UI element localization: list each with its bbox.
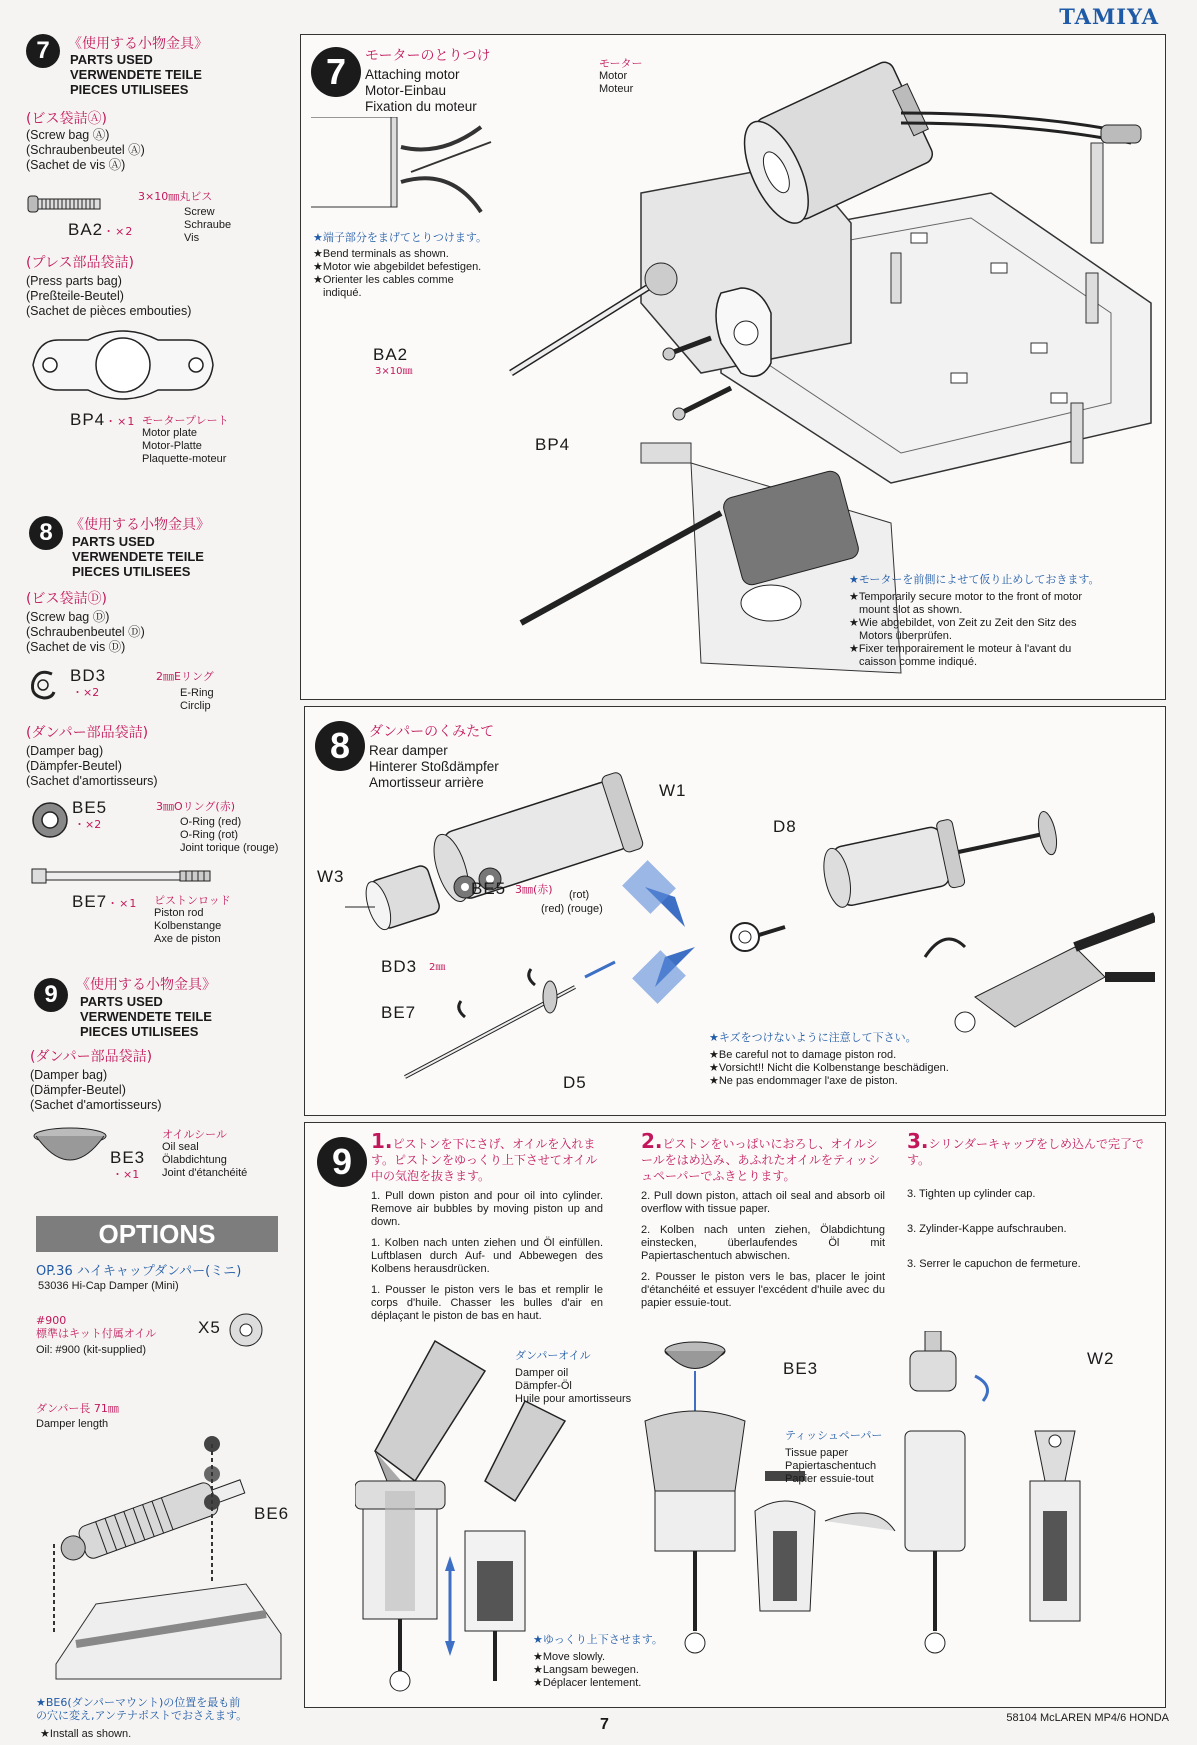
part-code-be7: BE7・×1 — [72, 892, 138, 911]
parts-used-label: PARTS USED VERWENDETE TEILE PIECES UTILISEES — [70, 52, 202, 97]
bend-terminals-jp: ★端子部分をまげてとりつけます。 — [313, 231, 487, 244]
e-ring-icon — [28, 668, 58, 702]
w1-callout: W1 — [659, 781, 687, 800]
bd3-callout: BD3 — [381, 957, 418, 976]
move-slowly-jp: ★ゆっくり上下させます。 — [533, 1633, 663, 1646]
be3-names: オイルシール Oil seal Ölabdichtung Joint d'étanchéité — [162, 1128, 248, 1179]
motor-front-note-jp: ★モーターを前側によせて仮り止めしておきます。 — [849, 573, 1100, 586]
damper-oil-labels: Damper oil Dämpfer-Öl Huile pour amortisseurs — [515, 1367, 632, 1405]
step-9-col-3: 3.シリンダーキャップをしめ込んで完了です。 3. Tighten up cylinder cap. 3. Zylinder-Kappe aufschrauben. 3. Serrer le capuchon de fermeture. — [907, 1129, 1145, 1270]
parts-used-jp-9: 《使用する小物金具》 — [76, 977, 216, 993]
be7-callout: BE7 — [381, 1003, 417, 1022]
motor-front-notes: ★Temporarily secure motor to the front of motor mount slot as shown. ★Wie abgebildet, von Zeit zu Zeit den Sitz des Motors überprüfen. ★Fixer temporairement le moteur à l'avant du caisson comme indiqué. — [849, 591, 1083, 668]
ba2-jp: 3×10㎜丸ビス — [138, 190, 213, 203]
ba2-size-callout: 3×10㎜ — [375, 366, 413, 377]
oil-fill-illustration — [355, 1331, 1155, 1701]
step-9-col-2: 2.ピストンをいっぱいにおろし、オイルシールをはめ込み、あふれたオイルをティッシュペーパーでふきとります。 2. Pull down piston, attach oil seal and absorb oil overflow with tissue paper. 2. Kolben nach unten ziehen, Ölabdichtung einstecken, überlaufendes Öl mit Papiertaschentuch abwischen. 2. Pousser le piston vers le bas, placer le joint d'étanchéité et essuyer l'excédent d'huile avec du papier essuie-tout. — [641, 1129, 885, 1309]
parts-step-7-badge: 7 — [26, 34, 60, 68]
step-7-panel — [300, 34, 1166, 700]
damper-bag-labels-9: (Damper bag) (Dämpfer-Beutel) (Sachet d'amortisseurs) — [30, 1068, 162, 1112]
options-header: OPTIONS — [36, 1216, 278, 1252]
step-7-badge: 7 — [311, 47, 361, 97]
be7-names: ピストンロッド Piston rod Kolbenstange Axe de piston — [154, 894, 231, 945]
damper-bag-jp-8: (ダンパー部品袋詰) — [26, 725, 149, 741]
bd3-names: E-Ring Circlip — [180, 687, 214, 712]
damper-oil-jp: ダンパーオイル — [515, 1349, 591, 1362]
bend-terminals-notes: ★Bend terminals as shown. ★Motor wie abgebildet befestigen. ★Orienter les cables comme indiqué. — [313, 248, 482, 299]
tissue-labels: Tissue paper Papiertaschentuch Papier essuie-tout — [785, 1447, 877, 1485]
oil-900: #900 標準はキット付属オイル — [36, 1314, 157, 1340]
damper-bag-jp-9: (ダンパー部品袋詰) — [30, 1049, 153, 1065]
press-bag-labels: (Press parts bag) (Preßteile-Beutel) (Sachet de pièces embouties) — [26, 274, 192, 318]
part-code-be3: BE3 — [110, 1148, 146, 1167]
be5-callout: BE5 — [471, 879, 507, 898]
o-ring-icon — [30, 800, 70, 840]
parts-step-9-badge: 9 — [34, 978, 68, 1012]
be6-note-en: ★Install as shown. — [40, 1728, 132, 1740]
step-7-title-jp: モーターのとりつけ — [365, 48, 491, 64]
press-bag-jp: (プレス部品袋詰) — [26, 255, 134, 271]
move-slowly-notes: ★Move slowly. ★Langsam bewegen. ★Déplacer lentement. — [533, 1651, 642, 1689]
screw-bag-a-labels: (Screw bag Ⓐ) (Schraubenbeutel Ⓐ) (Sachet de vis Ⓐ) — [26, 128, 145, 172]
be3-callout: BE3 — [783, 1359, 819, 1378]
bp4-callout: BP4 — [535, 435, 571, 454]
part-code-be5: BE5 — [72, 798, 108, 817]
parts-step-8-badge: 8 — [29, 516, 63, 550]
screw-ba2-icon — [26, 190, 106, 220]
left-column — [26, 30, 296, 1740]
screw-bag-d-jp: (ビス袋詰Ⓓ) — [26, 591, 107, 607]
footer-model: 58104 McLAREN MP4/6 HONDA — [1006, 1712, 1169, 1724]
be5-jp-callout: 3㎜(赤) — [515, 883, 553, 896]
oil-900-en: Oil: #900 (kit-supplied) — [36, 1344, 147, 1356]
be3-qty: ・×1 — [112, 1168, 140, 1181]
bd3-jp: 2㎜Eリング — [156, 670, 214, 683]
ba2-callout: BA2 — [373, 345, 409, 364]
be5-names: O-Ring (red) O-Ring (rot) Joint torique (rouge) — [180, 816, 279, 854]
piston-rod-note-jp: ★キズをつけないように注意して下さい。 — [709, 1031, 917, 1044]
be5-jp: 3㎜Oリング(赤) — [156, 800, 236, 813]
step-9-col-1: 1.ピストンを下にさげ、オイルを入れます。ピストンをゆっくり上下させてオイル中の気泡を抜きます。 1. Pull down piston and pour oil into cylinder. Remove air bubbles by moving piston up and down. 1. Kolben nach unten ziehen und Öl einfüllen. Luftblasen durch Auf- und Abbewegen des Kolbens herausdrücken. 1. Pousser le piston vers le bas et remplir le corps d'huile. Chasser les bulles d'air en déplaçant le piston de bas en haut. — [371, 1129, 603, 1322]
step-9-badge: 9 — [317, 1137, 367, 1187]
step-8-title-jp: ダンパーのくみたて — [369, 724, 495, 740]
piston-rod-icon — [30, 866, 212, 888]
option-op36-en: 53036 Hi-Cap Damper (Mini) — [38, 1280, 179, 1292]
screw-bag-d-labels: (Screw bag Ⓓ) (Schraubenbeutel Ⓓ) (Sachet de vis Ⓓ) — [26, 610, 145, 654]
piston-rod-notes: ★Be careful not to damage piston rod. ★Vorsicht!! Nicht die Kolbenstange beschädigen. ★Ne pas endommager l'axe de piston. — [709, 1049, 949, 1087]
parts-used-label-9: PARTS USED VERWENDETE TEILE PIECES UTILISEES — [80, 994, 212, 1039]
step-8-panel — [304, 706, 1166, 1116]
step-7-titles: Attaching motor Motor-Einbau Fixation du moteur — [365, 67, 477, 114]
parts-used-jp: 《使用する小物金具》 — [68, 36, 208, 52]
part-code-x5: X5 — [198, 1318, 221, 1337]
part-code-bd3: BD3 — [70, 666, 107, 685]
be5-de-callout: (rot) — [569, 889, 590, 901]
damper-length-jp: ダンパー長 71㎜ — [36, 1402, 119, 1415]
oil-seal-icon — [32, 1126, 108, 1166]
motor-label: モーター Motor Moteur — [599, 57, 643, 95]
bp4-names: モータープレート Motor plate Motor-Platte Plaquette-moteur — [142, 414, 229, 465]
parts-used-label-8: PARTS USED VERWENDETE TEILE PIECES UTILISEES — [72, 534, 204, 579]
be6-note-jp: ★BE6(ダンパーマウント)の位置を最も前 の穴に変え,アンテナポストでおさえます。 — [36, 1696, 248, 1722]
be5-en-callout: (red) (rouge) — [541, 903, 603, 915]
screw-bag-a-jp: (ビス袋詰Ⓐ) — [26, 111, 107, 127]
damper-bag-labels-8: (Damper bag) (Dämpfer-Beutel) (Sachet d'amortisseurs) — [26, 744, 158, 788]
part-code-be6: BE6 — [254, 1504, 290, 1523]
brand-logo: TAMIYA — [1059, 4, 1159, 29]
tissue-jp: ティッシュペーパー — [785, 1429, 883, 1442]
bd3-qty: ・×2 — [72, 686, 100, 699]
w2-callout: W2 — [1087, 1349, 1115, 1368]
step-9-panel — [304, 1122, 1166, 1708]
part-code-bp4: BP4・×1 — [70, 410, 136, 429]
d5-callout: D5 — [563, 1073, 587, 1092]
damper-length-en: Damper length — [36, 1418, 109, 1430]
x5-washer-icon — [228, 1312, 264, 1348]
step-8-badge: 8 — [315, 721, 365, 771]
parts-used-jp-8: 《使用する小物金具》 — [70, 517, 210, 533]
option-op36-jp: OP.36 ハイキャップダンパー(ミニ) — [36, 1264, 242, 1279]
ba2-names: Screw Schraube Vis — [184, 206, 232, 244]
be5-qty: ・×2 — [74, 818, 102, 831]
page-number: 7 — [600, 1716, 609, 1733]
part-code-ba2: BA2・×2 — [68, 220, 134, 239]
d8-callout: D8 — [773, 817, 797, 836]
option-damper-illustration — [36, 1434, 288, 1684]
w3-callout: W3 — [317, 867, 345, 886]
step-8-titles: Rear damper Hinterer Stoßdämpfer Amortisseur arrière — [369, 743, 499, 790]
bd3-size-callout: 2㎜ — [429, 962, 446, 973]
motor-plate-bp4-icon — [28, 320, 218, 410]
